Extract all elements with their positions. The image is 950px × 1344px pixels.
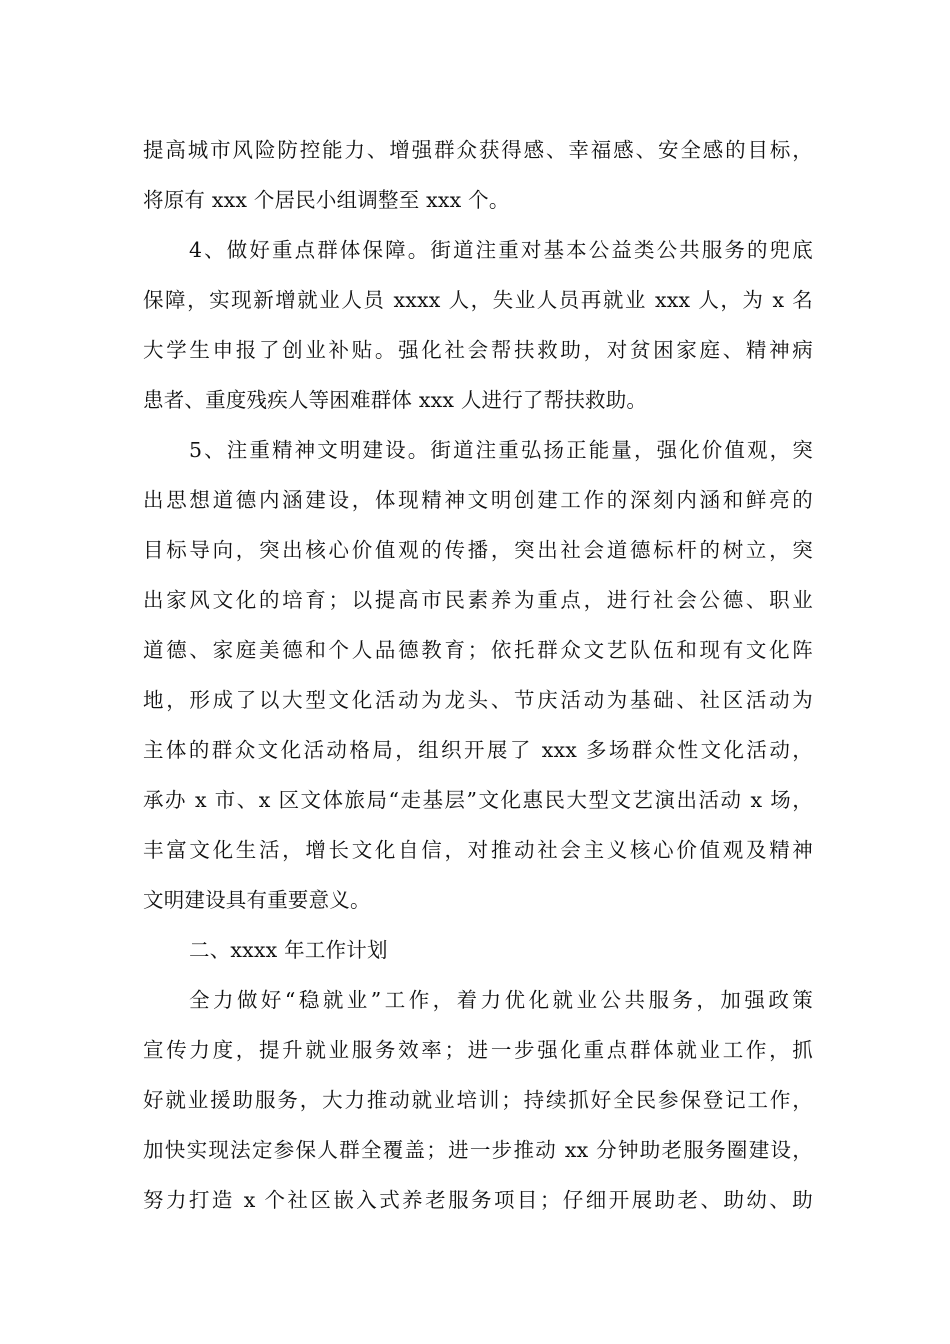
- text-line: 主体的群众文化活动格局，组织开展了 xxx 多场群众性文化活动，: [143, 738, 813, 762]
- text-line: 地，形成了以大型文化活动为龙头、节庆活动为基础、社区活动为: [143, 688, 813, 712]
- text-line: 丰富文化生活，增长文化自信，对推动社会主义核心价值观及精神: [143, 838, 813, 862]
- paragraph-heading-line: 全力做好“稳就业”工作，着力优化就业公共服务，加强政策: [189, 988, 813, 1012]
- text-line: 将原有 xxx 个居民小组调整至 xxx 个。: [143, 188, 510, 212]
- text-line: 大学生申报了创业补贴。强化社会帮扶救助，对贫困家庭、精神病: [143, 338, 813, 362]
- text-line: 承办 x 市、x 区文体旅局“走基层”文化惠民大型文艺演出活动 x 场，: [143, 788, 813, 812]
- text-line: 出家风文化的培育；以提高市民素养为重点，进行社会公德、职业: [143, 588, 813, 612]
- text-line: 提高城市风险防控能力、增强群众获得感、幸福感、安全感的目标，: [143, 138, 813, 162]
- section-heading: 二、xxxx 年工作计划: [189, 938, 388, 962]
- text-line: 努力打造 x 个社区嵌入式养老服务项目；仔细开展助老、助幼、助: [143, 1188, 813, 1212]
- text-line: 文明建设具有重要意义。: [143, 888, 371, 912]
- text-line: 好就业援助服务，大力推动就业培训；持续抓好全民参保登记工作，: [143, 1088, 813, 1112]
- text-line: 目标导向，突出核心价值观的传播，突出社会道德标杆的树立，突: [143, 538, 813, 562]
- text-line: 道德、家庭美德和个人品德教育；依托群众文艺队伍和现有文化阵: [143, 638, 813, 662]
- text-line: 出思想道德内涵建设，体现精神文明创建工作的深刻内涵和鲜亮的: [143, 488, 813, 512]
- text-line: 患者、重度残疾人等困难群体 xxx 人进行了帮扶救助。: [143, 388, 648, 412]
- text-line: 保障，实现新增就业人员 xxxx 人，失业人员再就业 xxx 人，为 x 名: [143, 288, 813, 312]
- text-line: 宣传力度，提升就业服务效率；进一步强化重点群体就业工作，抓: [143, 1038, 813, 1062]
- text-line: 加快实现法定参保人群全覆盖；进一步推动 xx 分钟助老服务圈建设，: [143, 1138, 813, 1162]
- paragraph-heading-line: 5、注重精神文明建设。街道注重弘扬正能量，强化价值观，突: [189, 438, 813, 462]
- paragraph-heading-line: 4、做好重点群体保障。街道注重对基本公益类公共服务的兜底: [189, 238, 813, 262]
